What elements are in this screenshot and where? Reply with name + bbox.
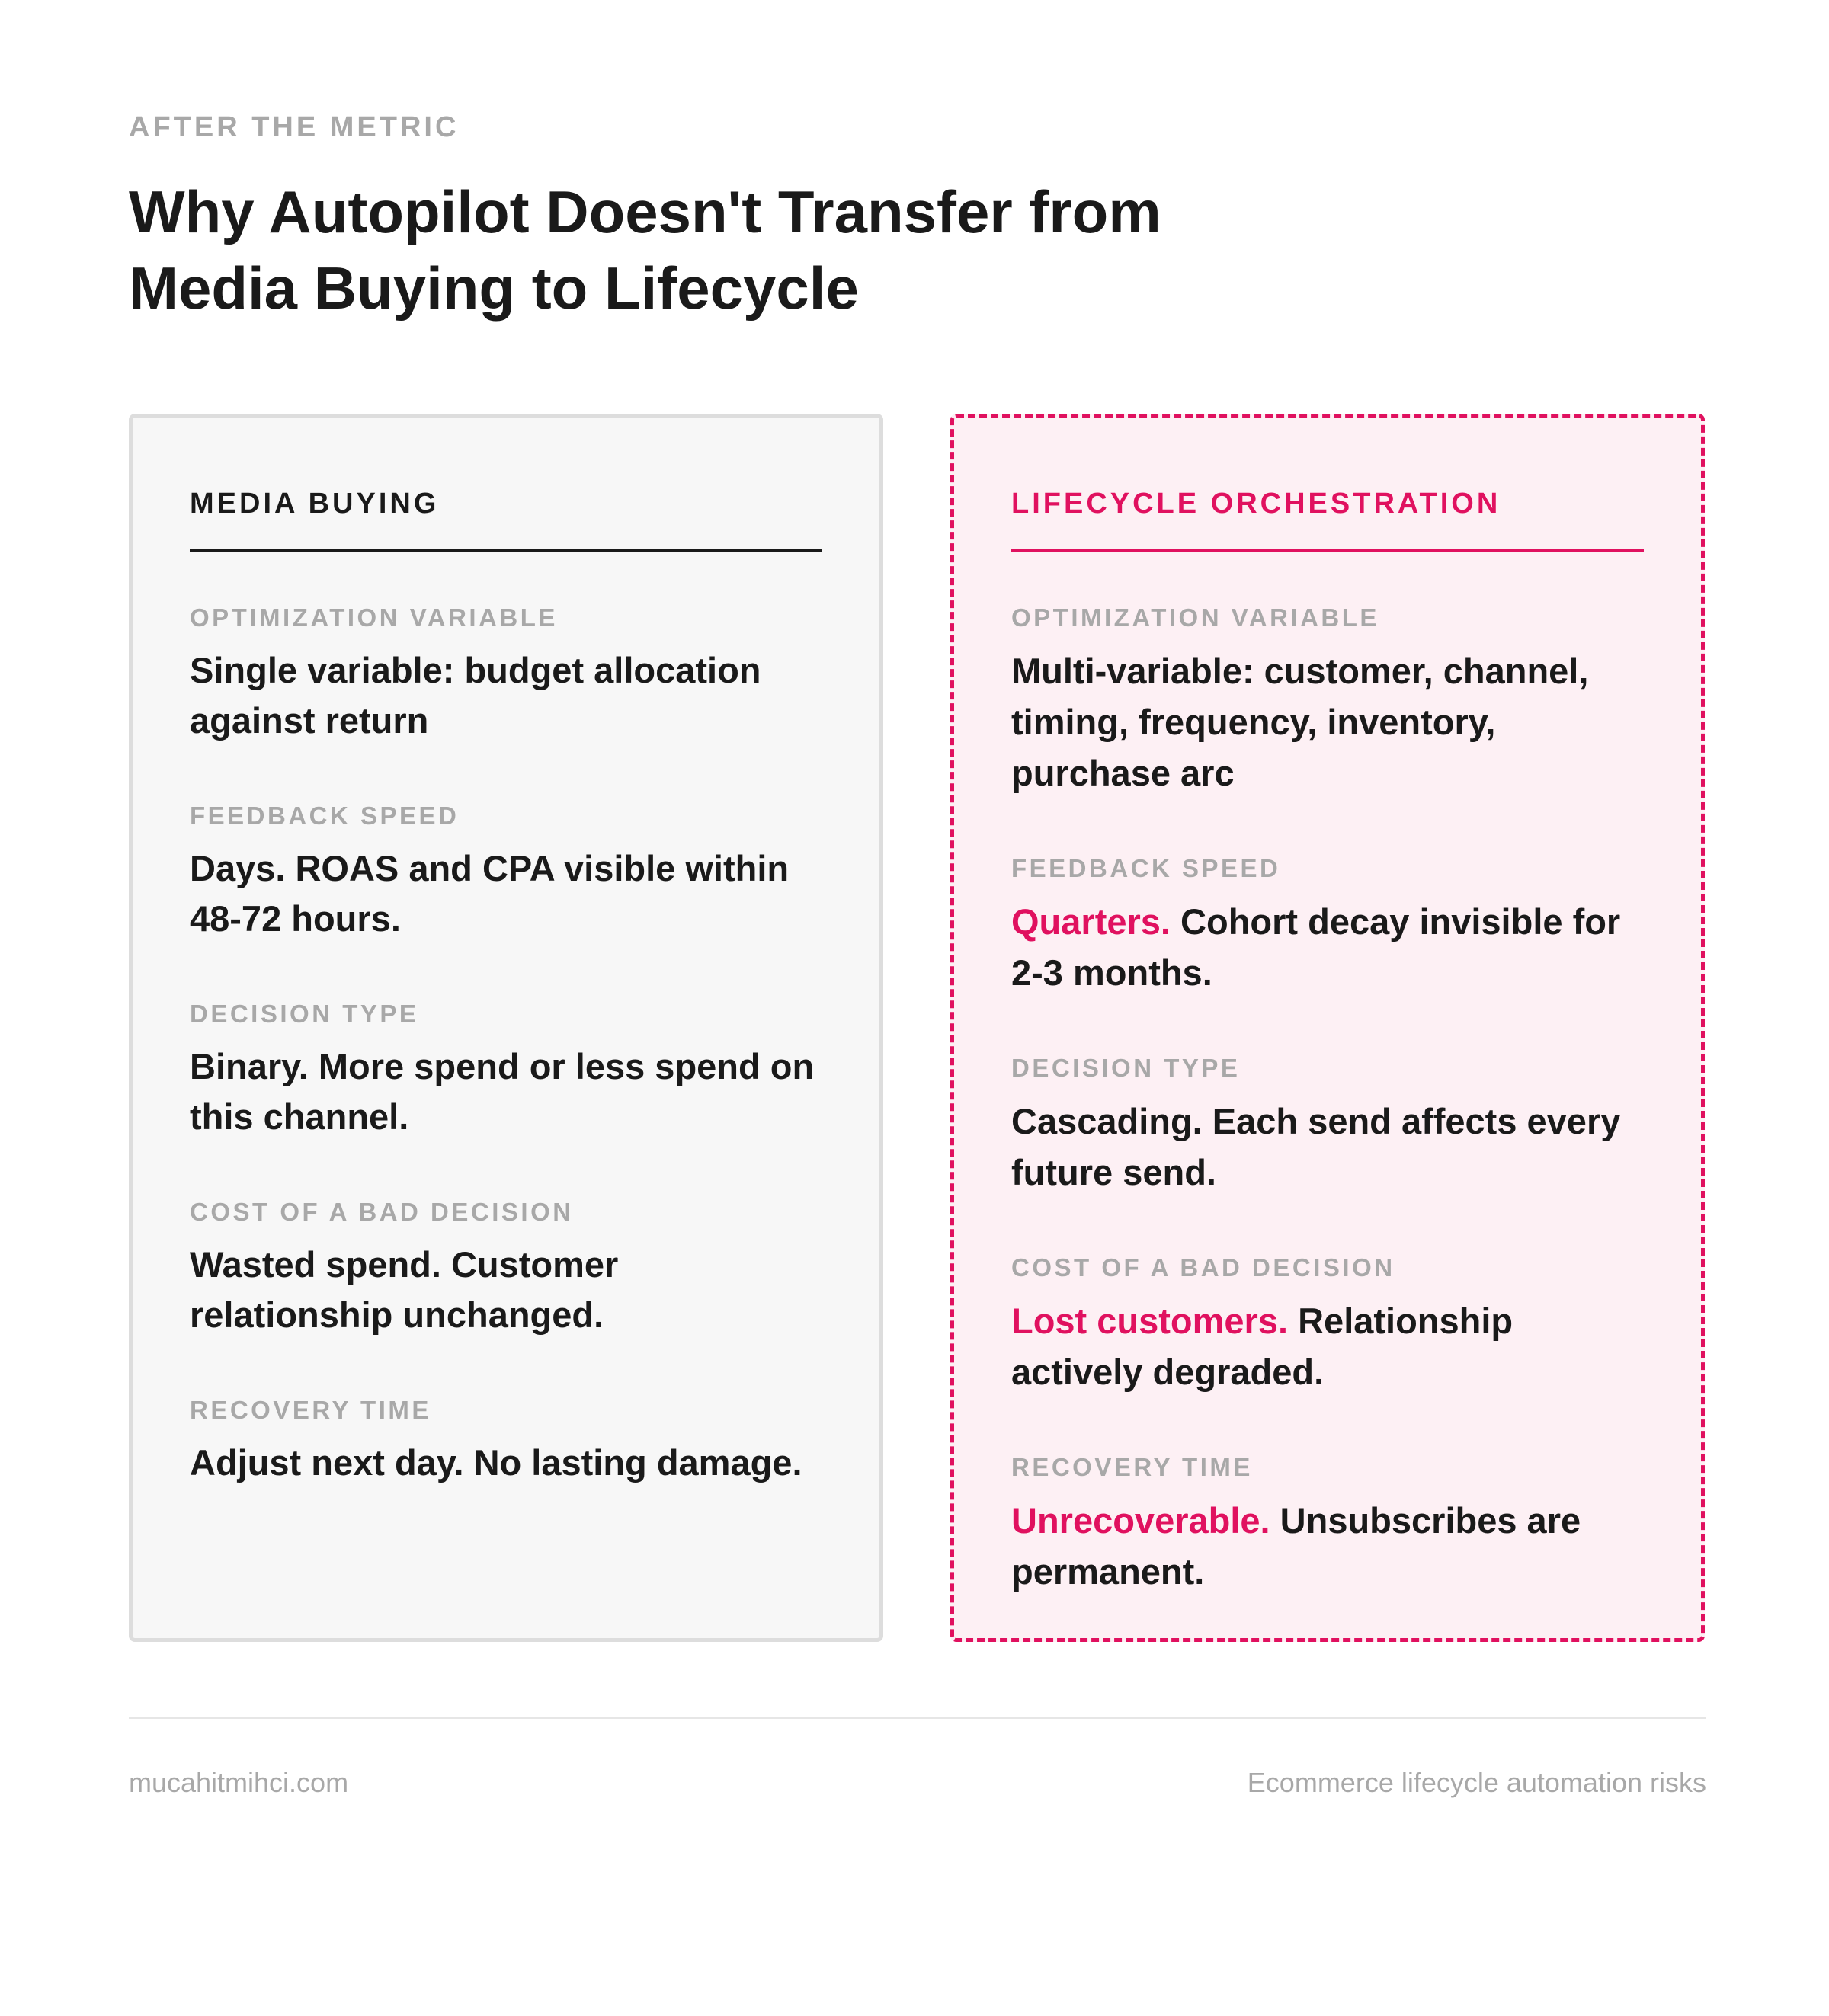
row-label: COST OF A BAD DECISION: [190, 1198, 574, 1226]
row-value: Adjust next day. No lasting damage.: [190, 1442, 802, 1483]
media-buying-row-optimization-variable: [190, 603, 822, 746]
row-label: RECOVERY TIME: [1011, 1453, 1253, 1481]
row-value: Binary. More spend or less spend on this channel.: [190, 1046, 815, 1137]
page-title: [129, 174, 1348, 326]
row-value: [1011, 645, 1644, 798]
row-value-highlight: Unrecoverable.: [1011, 1500, 1270, 1541]
row-label: DECISION TYPE: [1011, 1054, 1241, 1082]
row-value: Wasted spend. Customer relationship unchanged.: [190, 1244, 619, 1335]
row-value: [1011, 896, 1644, 998]
footer-divider: [129, 1717, 1706, 1719]
row-value-text: Cascading. Each send affects every future send.: [1011, 1101, 1621, 1192]
media-buying-row-cost-of-bad-decision: [190, 1197, 822, 1340]
row-value: [1011, 1096, 1644, 1198]
row-label: DECISION TYPE: [190, 1000, 419, 1028]
row-value-text: Relationship actively degraded.: [1011, 1301, 1513, 1392]
eyebrow-label: AFTER THE METRIC: [129, 111, 460, 143]
media-buying-row-feedback-speed: [190, 801, 822, 944]
lifecycle-row-feedback-speed: [1011, 853, 1644, 998]
page-title-line-1: Why Autopilot Doesn't Transfer from: [129, 178, 1161, 245]
row-label: COST OF A BAD DECISION: [1011, 1253, 1395, 1282]
lifecycle-card: [950, 414, 1705, 1642]
lifecycle-row-cost-of-bad-decision: [1011, 1253, 1644, 1397]
row-value: Single variable: budget allocation against return: [190, 650, 761, 741]
row-value-text: Unsubscribes are permanent.: [1011, 1500, 1581, 1592]
media-buying-row-recovery-time: [190, 1395, 822, 1488]
footer-caption: Ecommerce lifecycle automation risks: [1247, 1767, 1706, 1798]
media-buying-row-decision-type: [190, 999, 822, 1142]
row-value-highlight: Quarters.: [1011, 901, 1171, 942]
row-value-text: Cohort decay invisible for 2-3 months.: [1011, 901, 1621, 993]
lifecycle-row-recovery-time: [1011, 1452, 1644, 1597]
row-label: OPTIMIZATION VARIABLE: [1011, 603, 1379, 632]
media-buying-card: [129, 414, 883, 1642]
row-value: [1011, 1295, 1644, 1397]
page: [129, 0, 1706, 2016]
footer-site-link[interactable]: mucahitmihci.com: [129, 1767, 349, 1798]
row-value-text: Multi-variable: customer, channel, timing, frequency, inventory, purchase arc: [1011, 651, 1589, 793]
row-value-highlight: Lost customers.: [1011, 1301, 1289, 1341]
lifecycle-row-optimization-variable: [1011, 603, 1644, 798]
lifecycle-row-decision-type: [1011, 1053, 1644, 1198]
row-label: RECOVERY TIME: [190, 1396, 431, 1424]
lifecycle-heading: LIFECYCLE ORCHESTRATION: [1011, 486, 1644, 552]
row-value: Days. ROAS and CPA visible within 48-72 hours.: [190, 848, 790, 939]
media-buying-heading: MEDIA BUYING: [190, 486, 822, 552]
page-title-line-2: Media Buying to Lifecycle: [129, 254, 859, 322]
row-label: FEEDBACK SPEED: [1011, 854, 1281, 882]
row-value: [1011, 1495, 1644, 1597]
row-label: FEEDBACK SPEED: [190, 802, 460, 830]
row-label: OPTIMIZATION VARIABLE: [190, 603, 558, 632]
